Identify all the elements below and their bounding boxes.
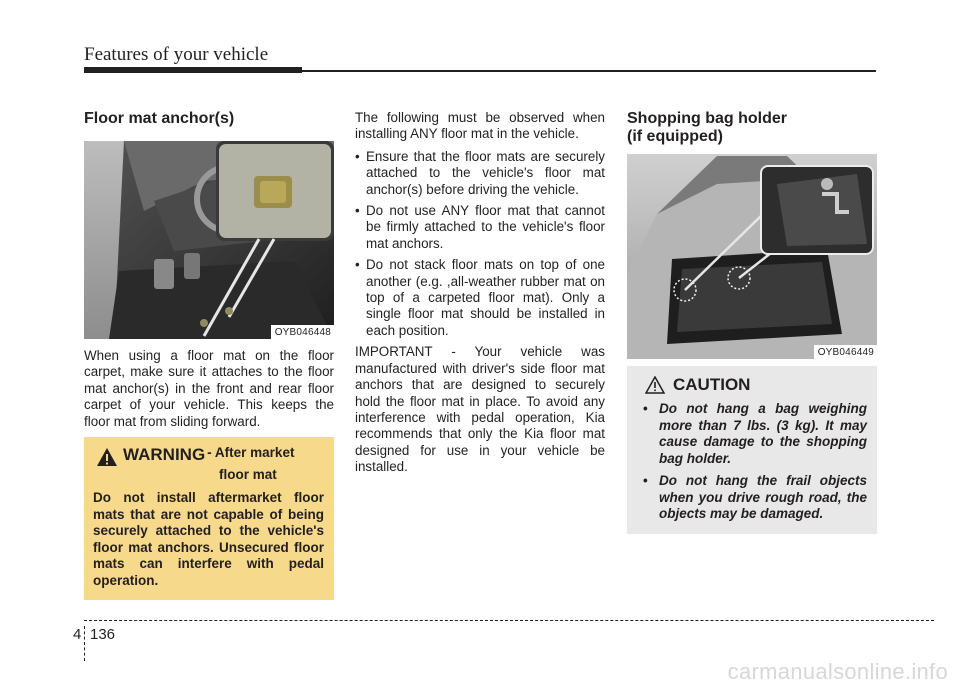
watermark: carmanualsonline.info — [727, 659, 948, 684]
caution-item: • Do not hang the frail objects when you drive rough road, the objects may be damaged. — [637, 473, 867, 523]
shopping-bag-illustration — [627, 154, 877, 359]
column-floor-mat — [84, 110, 334, 430]
rules-list — [355, 149, 605, 339]
warning-subtitle: - After market — [207, 445, 295, 460]
caution-list — [637, 401, 867, 523]
shopping-bag-heading — [627, 110, 877, 146]
column-floor-mat-rules — [355, 110, 605, 476]
caution-header — [645, 375, 867, 395]
rule-item: • Do not stack floor mats on top of one another (e.g. ,all-weather rubber mat on top of a carpeted floor mat). Only a single floor mat should be installed in each position. — [355, 257, 605, 339]
warning-box — [84, 437, 334, 600]
rules-intro: The following must be observed when installing ANY floor mat in the vehicle. — [355, 110, 605, 142]
running-header: Features of your vehicle — [84, 44, 269, 65]
rule-item: • Ensure that the floor mats are securely attached to the vehicle's floor mat anchor(s) before driving the vehicle. — [355, 149, 605, 198]
floor-mat-illustration — [84, 141, 334, 339]
page-number: 136 — [90, 626, 116, 643]
warning-header — [96, 445, 324, 467]
caution-box — [627, 366, 877, 534]
shopping-bag-heading-line1: Shopping bag holder — [627, 110, 787, 127]
floor-mat-figure — [84, 141, 334, 339]
floor-mat-paragraph: When using a floor mat on the floor carpet, make sure it attaches to the floor mat anchor(s) in the front and rear floor carpet of your vehicle. This keeps the floor mat from sliding forward. — [84, 348, 334, 429]
shopping-bag-heading-line2: (if equipped) — [627, 128, 723, 145]
important-paragraph: IMPORTANT - Your vehicle was manufactured with driver's side floor mat anchors that are designed to securely hold the floor mat in place. To avoid any interference with pedal operation, Kia recommends that only the Kia floor mat designed for use in your vehicle be installed. — [355, 344, 605, 475]
caution-item: • Do not hang a bag weighing more than 7 lbs. (3 kg). It may cause damage to the shopping bag holder. — [637, 401, 867, 467]
footer-divider — [84, 620, 934, 621]
caution-triangle-icon — [645, 376, 665, 394]
warning-triangle-icon — [96, 447, 118, 467]
shopping-bag-figure — [627, 154, 877, 359]
column-shopping-bag — [627, 110, 877, 359]
warning-text: Do not install aftermarket floor mats that are not capable of being securely attached to the vehicle's floor mat anchors. Unsecured floor mats can interfere with pedal operation. — [93, 490, 324, 588]
header-rule-thin — [302, 70, 876, 72]
floor-mat-heading: Floor mat anchor(s) — [84, 110, 235, 127]
header-rule-thick — [84, 67, 302, 73]
page-number-divider — [84, 626, 85, 661]
chapter-number: 4 — [73, 626, 82, 643]
warning-subtitle-line2: floor mat — [219, 467, 277, 482]
figure-code: OYB046448 — [271, 325, 334, 339]
warning-title: WARNING — [123, 445, 206, 464]
caution-title: CAUTION — [673, 375, 751, 394]
rule-item: • Do not use ANY floor mat that cannot be firmly attached to the vehicle's floor mat anchors. — [355, 203, 605, 252]
figure-code: OYB046449 — [814, 345, 877, 359]
